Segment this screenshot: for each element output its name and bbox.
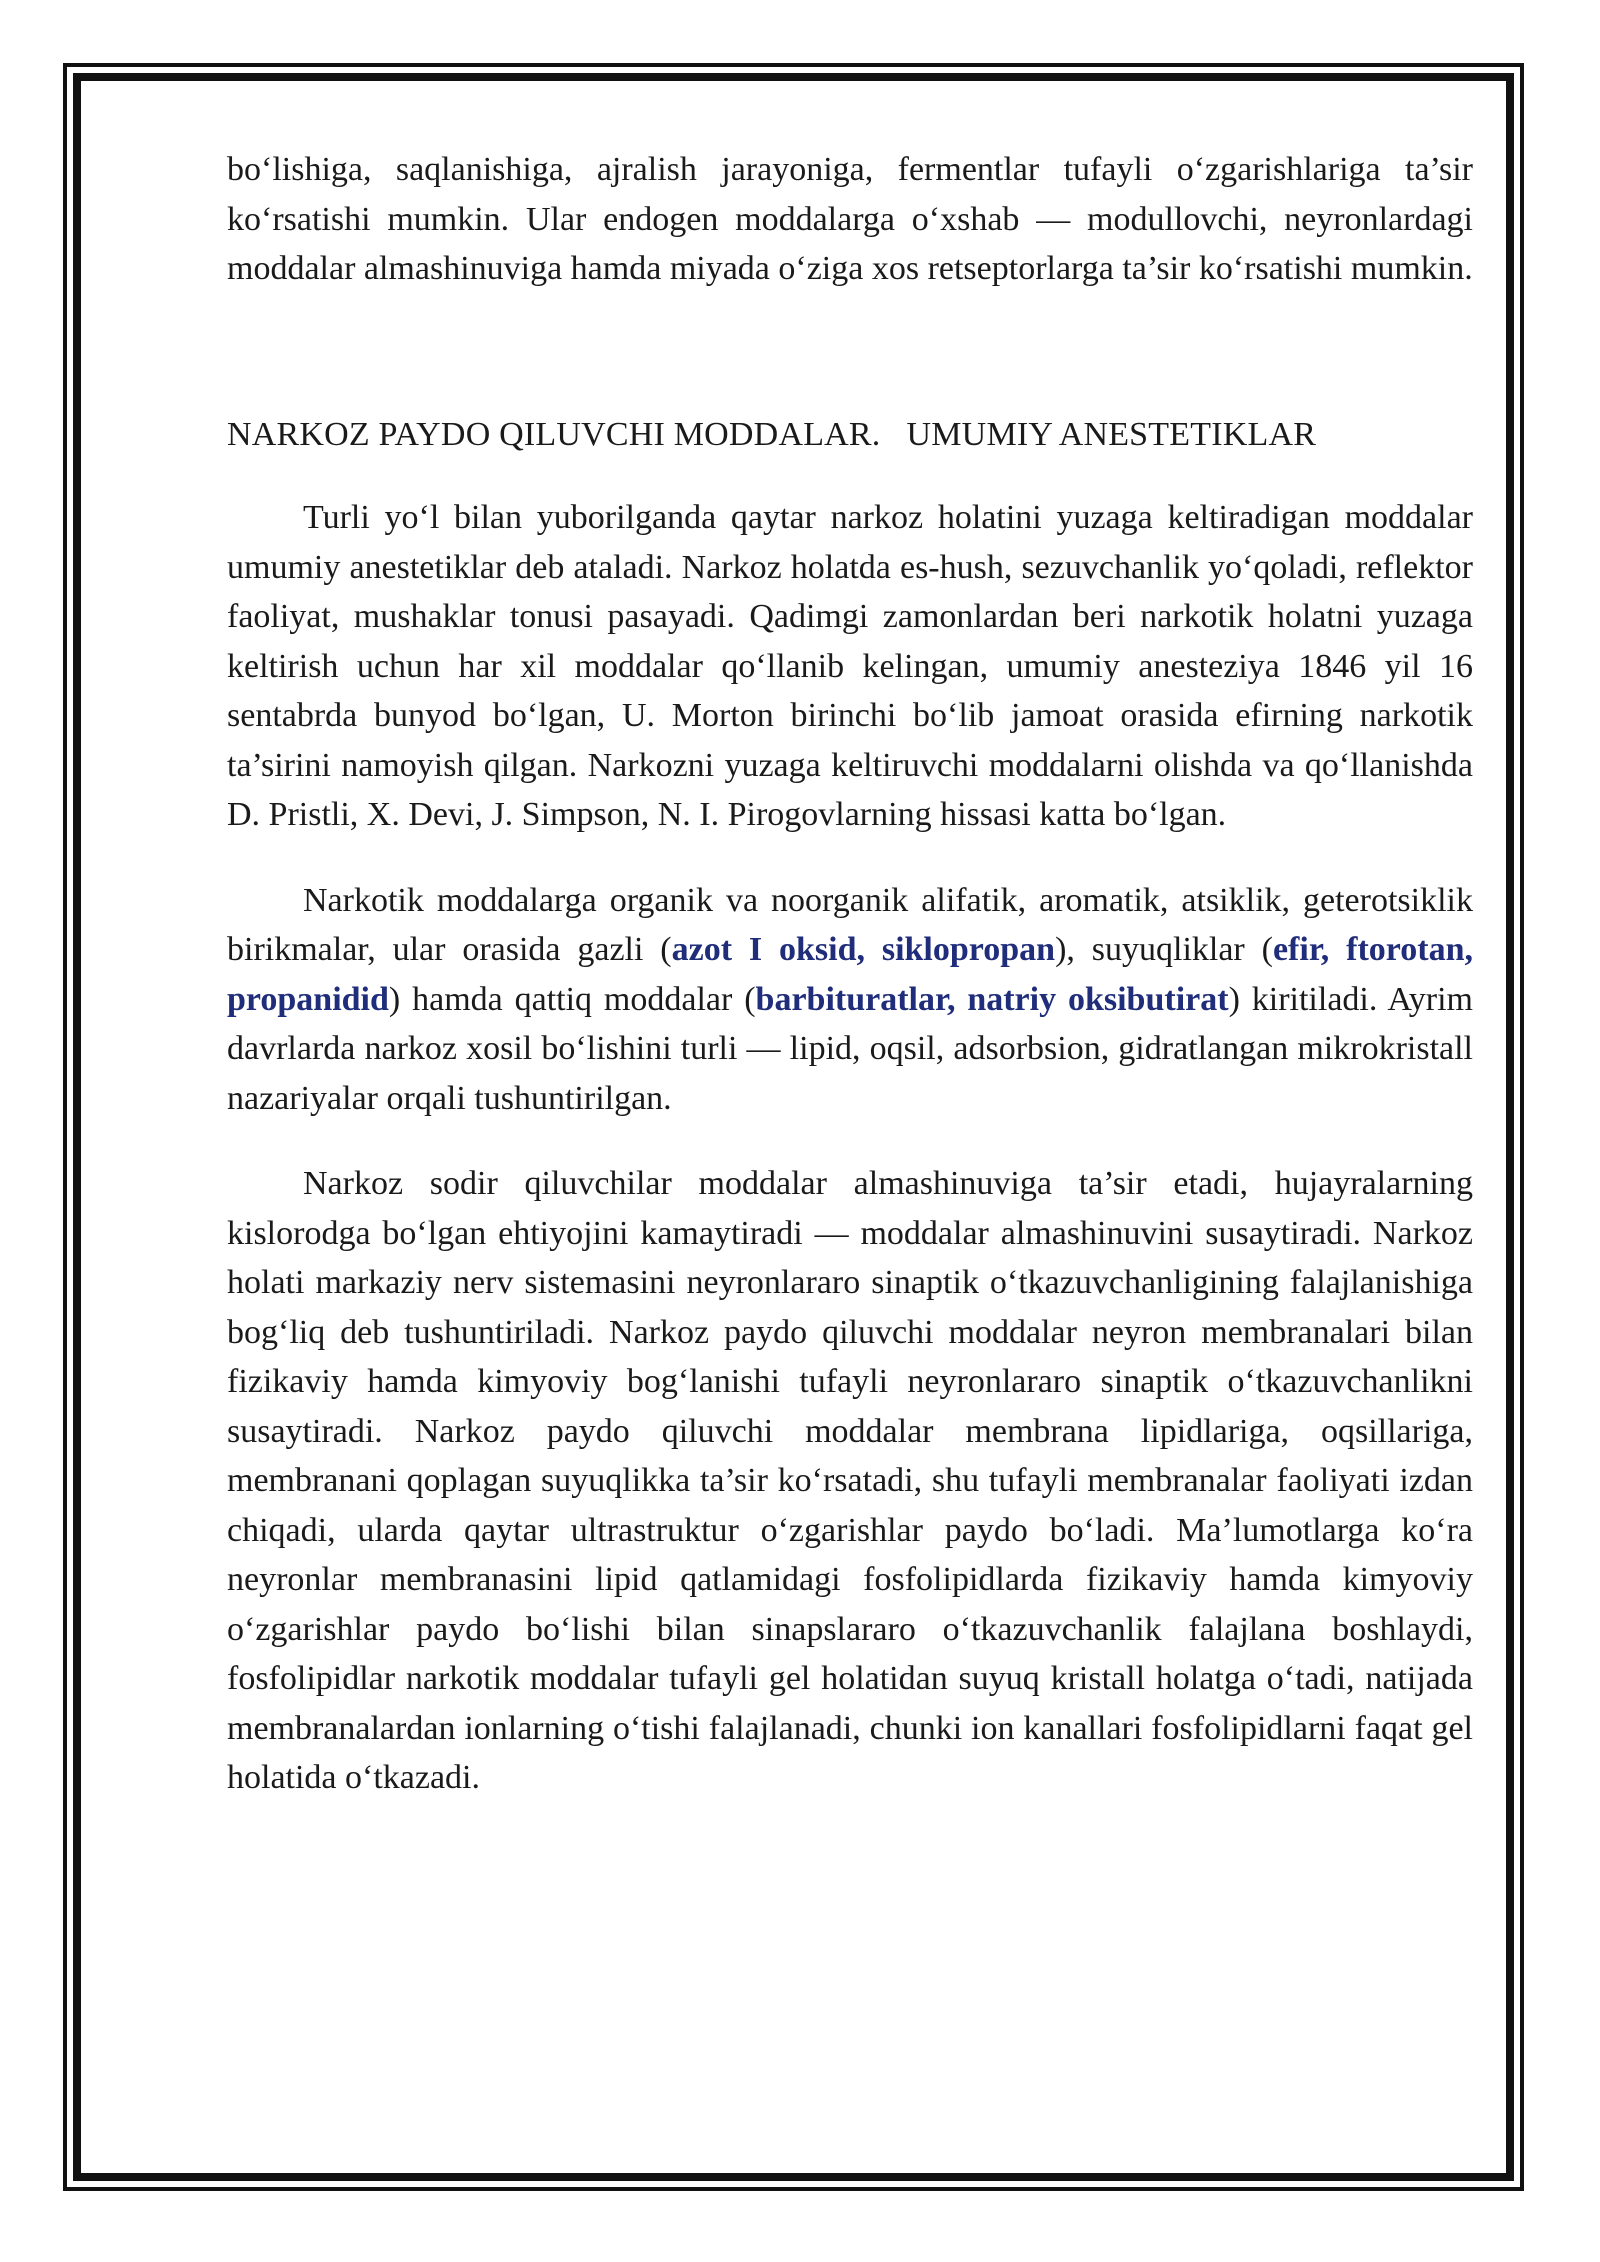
para2-text-1: Narkotik moddalarga organik va noorganik alifatik, aromatik, atsiklik, geterotsiklik birikmalar, ular orasida gazli ( <box>227 881 1473 968</box>
section-heading <box>227 410 1473 460</box>
paragraph-narcotic-substances <box>227 876 1473 1124</box>
para2-text-4: ) kiritiladi. Ayrim davrlarda narkoz xosil bo‘lishini turli — lipid, oqsil, adsorbsion, gidratlangan mikrokristall nazariyalar orqali tushuntirilgan. <box>227 980 1473 1117</box>
para2-text-3: ) hamda qattiq moddalar ( <box>388 980 756 1018</box>
paragraph-mechanism: Narkoz sodir qiluvchilar moddalar almashinuviga ta’sir etadi, hujayralarning kislorodga bo‘lgan ehtiyojini kamaytiradi — moddalar almashinuvini susaytiradi. Narkoz holati markaziy nerv sistemasini neyronlararo sinaptik o‘tkazuvchanligining falajlanishiga bog‘liq deb tushuntiriladi. Narkoz paydo qiluvchi moddalar neyron membranalari bilan fizikaviy hamda kimyoviy bog‘lanishi tufayli neyronlararo sinaptik o‘tkazuvchanlikni susaytiradi. Narkoz paydo qiluvchi moddalar membrana lipidlariga, oqsillariga, membranani qoplagan suyuqlikka ta’sir ko‘rsatadi, shu tufayli membranalar faoliyati izdan chiqadi, ularda qaytar ultrastruktur o‘zgarishlar paydo bo‘ladi. Ma’lumotlarga ko‘ra neyronlar membranasini lipid qatlamidagi fosfolipidlarda fizikaviy hamda kimyoviy o‘zgarishlar paydo bo‘lishi bilan sinapslararo o‘tkazuvchanlik falajlana boshlaydi, fosfolipidlar narkotik moddalar tufayli gel holatidan suyuq kristall holatga o‘tadi, natijada membranalardan ionlarning o‘tishi falajlanadi, chunki ion kanallari fosfolipidlarni faqat gel holatida o‘tkazadi. <box>227 1165 1473 1796</box>
para2-text-2: ), suyuqliklar ( <box>1055 931 1273 968</box>
highlight-gases: azot I oksid, siklopropan <box>671 931 1056 968</box>
highlight-solids: barbituratlar, natriy oksibutirat <box>755 980 1229 1018</box>
paragraph-general-anesthetics: Turli yo‘l bilan yuborilganda qaytar narkoz holatini yuzaga keltiradigan moddalar umumiy anestetiklar deb ataladi. Narkoz holatda es-hush, sezuvchanlik yo‘qoladi, reflektor faoliyat, mushaklar tonusi pasayadi. Qadimgi zamonlardan beri narkotik holatni yuzaga keltirish uchun har xil moddalar qo‘llanib kelingan, umumiy anesteziya 1846 yil 16 sentabrda bunyod bo‘lgan, U. Morton birinchi bo‘lib jamoat orasida efirning narkotik ta’sirini namoyish qilgan. Narkozni yuzaga keltiruvchi moddalarni olishda va qo‘llanishda D. Pristli, X. Devi, J. Simpson, N. I. Pirogovlarning hissasi katta bo‘lgan. <box>227 499 1473 833</box>
heading-part-1: NARKOZ PAYDO QILUVCHI MODDALAR. <box>227 415 881 453</box>
intro-paragraph: bo‘lishiga, saqlanishiga, ajralish jarayoniga, fermentlar tufayli o‘zgarishlariga ta’sir ko‘rsatishi mumkin. Ular endogen moddalarga o‘xshab — modullovchi, neyronlardagi moddalar almashinuviga hamda miyada o‘ziga xos retseptorlarga ta’sir ko‘rsatishi mumkin. <box>227 151 1473 287</box>
document-body <box>227 145 1473 1803</box>
highlight-liquids: efir, ftorotan, propanidid <box>227 931 1473 1018</box>
heading-part-2: UMUMIY ANESTETIKLAR <box>906 415 1317 453</box>
